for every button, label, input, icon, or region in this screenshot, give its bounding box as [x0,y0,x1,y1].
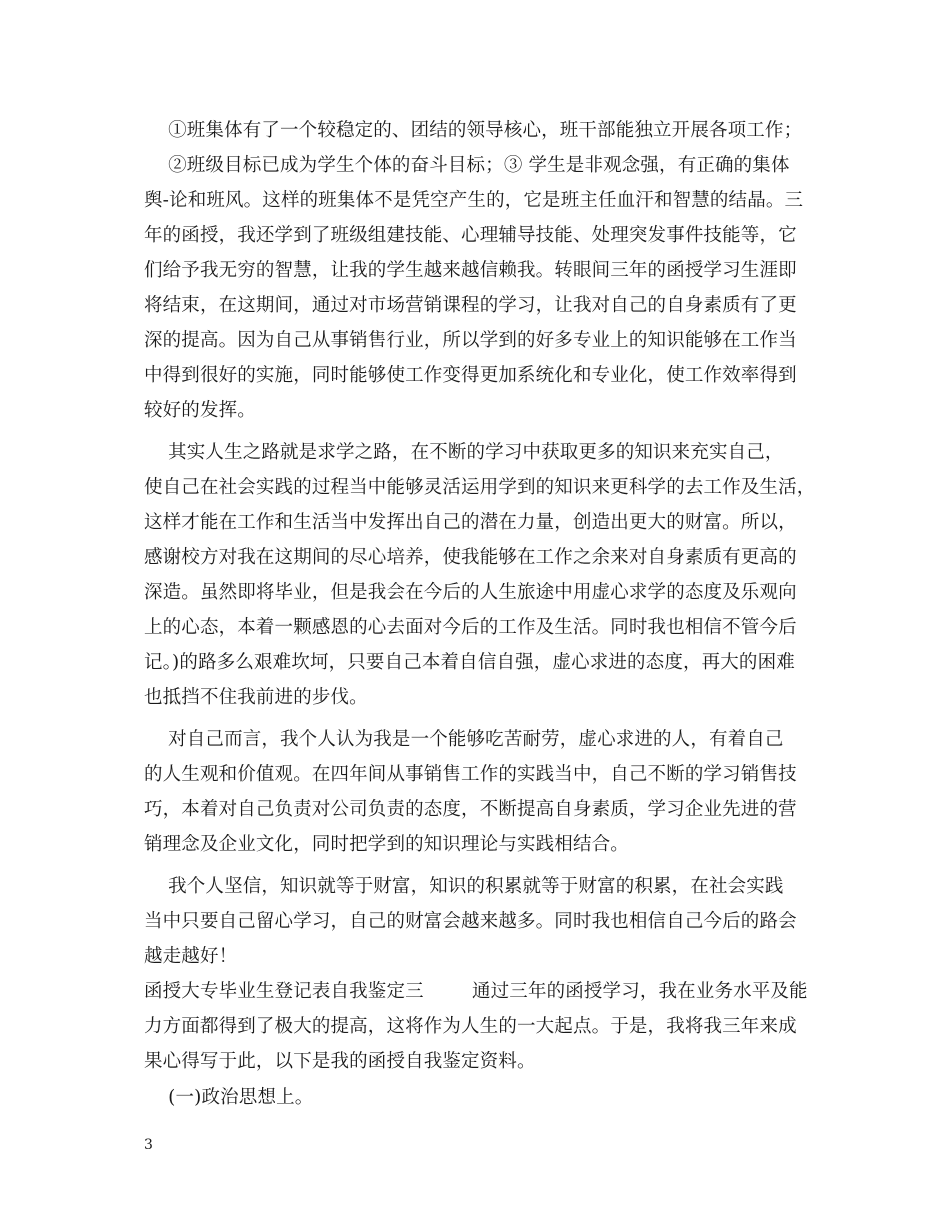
text-line: 果心得写于此，以下是我的函授自我鉴定资料。 [144,1051,536,1072]
text-line: 感谢校方对我在这期间的尽心培养，使我能够在工作之余来对自身素质有更高的 [144,547,797,568]
text-line: 记。)的路多么艰难坎坷，只要自己本着自信自强，虚心求进的态度，再大的困难 [144,652,795,673]
text-line: 较好的发挥。 [144,400,256,421]
text-line: 力方面都得到了极大的提高，这将作为人生的一大起点。于是，我将我三年来成 [144,1016,797,1037]
text-line: 我个人坚信，知识就等于财富，知识的积累就等于财富的积累，在社会实践 [144,876,784,897]
text-line: 们给予我无穷的智慧，让我的学生越来越信赖我。转眼间三年的函授学习生涯即 [144,260,797,281]
text-line: 舆-论和班风。这样的班集体不是凭空产生的，它是班主任血汗和智慧的结晶。三 [144,190,804,211]
text-line: 其实人生之路就是求学之路，在不断的学习中获取更多的知识来充实自己， [144,442,784,463]
text-line: 深造。虽然即将毕业，但是我会在今后的人生旅途中用虚心求学的态度及乐观向 [144,582,797,603]
text-line: 使自己在社会实践的过程当中能够灵活运用学到的知识来更科学的去工作及生活， [144,477,816,498]
text-line: 深的提高。因为自己从事销售行业，所以学到的好多专业上的知识能够在工作当 [144,330,797,351]
text-line: 年的函授，我还学到了班级组建技能、心理辅导技能、处理突发事件技能等，它 [144,225,797,246]
page-number: 3 [144,1137,153,1153]
text-line: ②班级目标已成为学生个体的奋斗目标；③ 学生是非观念强，有正确的集体 [144,155,790,176]
text-line: ①班集体有了一个较稳定的、团结的领导核心，班干部能独立开展各项工作； [144,120,803,141]
text-line: 中得到很好的实施，同时能够使工作变得更加系统化和专业化，使工作效率得到 [144,365,797,386]
text-line: 也抵挡不住我前进的步伐。 [144,687,368,708]
text-line: (一)政治思想上。 [144,1087,314,1108]
text-line: 函授大专毕业生登记表自我鉴定三 通过三年的函授学习，我在业务水平及能 [144,981,808,1002]
text-line: 巧，本着对自己负责对公司负责的态度，不断提高自身素质，学习企业先进的营 [144,799,797,820]
text-line: 的人生观和价值观。在四年间从事销售工作的实践当中，自己不断的学习销售技 [144,764,797,785]
text-line: 将结束，在这期间，通过对市场营销课程的学习，让我对自己的自身素质有了更 [144,295,797,316]
text-line: 这样才能在工作和生活当中发挥出自己的潜在力量，创造出更大的财富。所以， [144,512,797,533]
text-line: 越走越好！ [144,946,238,967]
text-line: 当中只要自己留心学习，自己的财富会越来越多。同时我也相信自己今后的路会 [144,911,797,932]
text-line: 对自己而言，我个人认为我是一个能够吃苦耐劳，虚心求进的人，有着自己 [144,729,784,750]
text-line: 销理念及企业文化，同时把学到的知识理论与实践相结合。 [144,834,629,855]
text-line: 上的心态，本着一颗感恩的心去面对今后的工作及生活。同时我也相信不管今后 [144,617,797,638]
